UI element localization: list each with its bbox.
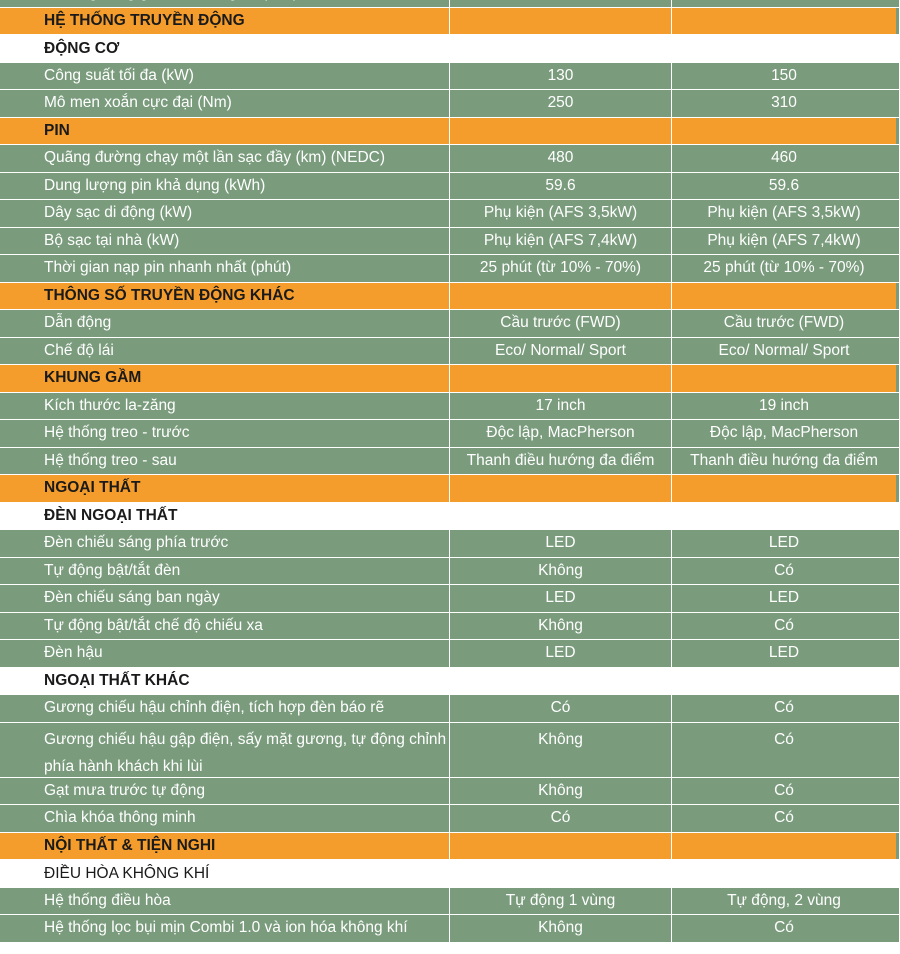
- spec-value-model-2: [672, 475, 896, 503]
- section-header-row: [0, 8, 900, 36]
- spec-value-model-1: 17 inch: [450, 393, 672, 421]
- subsection-header-row: [0, 503, 900, 531]
- spec-label: KHUNG GẦM: [0, 365, 450, 393]
- table-edge: [896, 365, 900, 393]
- spec-row: [0, 613, 900, 641]
- spec-value-model-1: Không: [450, 723, 672, 778]
- section-header-row: [0, 365, 900, 393]
- spec-label: Tự động bật/tắt chế độ chiếu xa: [0, 613, 450, 641]
- spec-row: [0, 448, 900, 476]
- spec-label: ĐÈN NGOẠI THẤT: [0, 503, 450, 531]
- spec-label: [0, 0, 450, 8]
- spec-value-model-1: 480: [450, 145, 672, 173]
- spec-value-model-1: Không: [450, 558, 672, 586]
- spec-label: Hệ thống treo - trước: [0, 420, 450, 448]
- spec-value-model-1: Không: [450, 613, 672, 641]
- spec-row: [0, 200, 900, 228]
- spec-value-model-1: Phụ kiện (AFS 7,4kW): [450, 228, 672, 256]
- spec-value-model-2: Có: [672, 805, 896, 833]
- spec-value-model-1: LED: [450, 530, 672, 558]
- spec-value-model-1: [450, 833, 672, 861]
- spec-row: [0, 63, 900, 91]
- spec-value-model-1: [450, 8, 672, 36]
- spec-row: [0, 145, 900, 173]
- table-edge: [896, 310, 900, 338]
- table-edge: [896, 640, 900, 668]
- spec-value-model-2: [672, 283, 896, 311]
- spec-value-model-2: Thanh điều hướng đa điểm: [672, 448, 896, 476]
- table-edge: [896, 118, 900, 146]
- spec-row: [0, 310, 900, 338]
- spec-row: [0, 393, 900, 421]
- spec-label: Mô men xoắn cực đại (Nm): [0, 90, 450, 118]
- spec-value-model-1: [450, 475, 672, 503]
- spec-label: ĐIỀU HÒA KHÔNG KHÍ: [0, 860, 450, 888]
- spec-value-model-2: 310: [672, 90, 896, 118]
- spec-label: Dây sạc di động (kW): [0, 200, 450, 228]
- table-edge: [896, 283, 900, 311]
- spec-value-model-2: 59.6: [672, 173, 896, 201]
- spec-value-model-1: 130: [450, 63, 672, 91]
- table-edge: [896, 915, 900, 943]
- subsection-header-row: [0, 668, 900, 696]
- spec-row: [0, 90, 900, 118]
- spec-label: Chế độ lái: [0, 338, 450, 366]
- spec-value-model-2: LED: [672, 640, 896, 668]
- spec-value-model-1: Eco/ Normal/ Sport: [450, 338, 672, 366]
- spec-row: [0, 888, 900, 916]
- table-edge: [896, 35, 900, 63]
- spec-row: [0, 0, 900, 8]
- table-edge: [896, 530, 900, 558]
- spec-value-model-2: Có: [672, 558, 896, 586]
- spec-value-model-2: LED: [672, 585, 896, 613]
- spec-label: Gương chiếu hậu chỉnh điện, tích hợp đèn báo rẽ: [0, 695, 450, 723]
- spec-value-model-2: [672, 118, 896, 146]
- spec-value-model-1: [450, 860, 672, 888]
- table-edge: [896, 723, 900, 778]
- spec-row: [0, 530, 900, 558]
- spec-row: [0, 338, 900, 366]
- spec-value-model-1: 59.6: [450, 173, 672, 201]
- spec-value-model-1: LED: [450, 640, 672, 668]
- spec-value-model-1: [450, 365, 672, 393]
- table-edge: [896, 0, 900, 8]
- spec-value-model-2: Cầu trước (FWD): [672, 310, 896, 338]
- table-edge: [896, 695, 900, 723]
- spec-label: Công suất tối đa (kW): [0, 63, 450, 91]
- spec-row: [0, 778, 900, 806]
- table-edge: [896, 585, 900, 613]
- spec-row: [0, 585, 900, 613]
- spec-label: Hệ thống điều hòa: [0, 888, 450, 916]
- spec-value-model-2: 150: [672, 63, 896, 91]
- table-edge: [896, 228, 900, 256]
- spec-label: HỆ THỐNG TRUYỀN ĐỘNG: [0, 8, 450, 36]
- spec-row: [0, 558, 900, 586]
- table-edge: [896, 503, 900, 531]
- spec-row: [0, 723, 900, 778]
- table-edge: [896, 63, 900, 91]
- table-edge: [896, 805, 900, 833]
- table-edge: [896, 173, 900, 201]
- spec-value-model-1: Độc lập, MacPherson: [450, 420, 672, 448]
- spec-label: Chìa khóa thông minh: [0, 805, 450, 833]
- section-header-row: [0, 833, 900, 861]
- table-edge: [896, 668, 900, 696]
- spec-label: Đèn chiếu sáng ban ngày: [0, 585, 450, 613]
- spec-label: Quãng đường chạy một lần sạc đầy (km) (NEDC): [0, 145, 450, 173]
- spec-label: NGOẠI THẤT KHÁC: [0, 668, 450, 696]
- spec-label: THÔNG SỐ TRUYỀN ĐỘNG KHÁC: [0, 283, 450, 311]
- spec-value-model-2: LED: [672, 530, 896, 558]
- spec-row: [0, 640, 900, 668]
- spec-value-model-1: [450, 0, 672, 8]
- spec-label: Đèn hậu: [0, 640, 450, 668]
- spec-row: [0, 805, 900, 833]
- spec-value-model-2: Phụ kiện (AFS 7,4kW): [672, 228, 896, 256]
- spec-value-model-2: [672, 365, 896, 393]
- spec-label: Thời gian nạp pin nhanh nhất (phút): [0, 255, 450, 283]
- table-edge: [896, 338, 900, 366]
- table-edge: [896, 255, 900, 283]
- spec-label: PIN: [0, 118, 450, 146]
- spec-value-model-2: Có: [672, 613, 896, 641]
- spec-value-model-2: [672, 668, 896, 696]
- spec-value-model-1: Thanh điều hướng đa điểm: [450, 448, 672, 476]
- spec-row: [0, 255, 900, 283]
- spec-value-model-2: Eco/ Normal/ Sport: [672, 338, 896, 366]
- table-edge: [896, 393, 900, 421]
- spec-label: Dẫn động: [0, 310, 450, 338]
- table-edge: [896, 8, 900, 36]
- spec-value-model-2: [672, 35, 896, 63]
- spec-label: NỘI THẤT & TIỆN NGHI: [0, 833, 450, 861]
- spec-value-model-1: LED: [450, 585, 672, 613]
- table-edge: [896, 200, 900, 228]
- spec-value-model-2: [672, 8, 896, 36]
- spec-value-model-2: [672, 503, 896, 531]
- spec-label: Hệ thống treo - sau: [0, 448, 450, 476]
- spec-value-model-2: Có: [672, 915, 896, 943]
- table-edge: [896, 888, 900, 916]
- spec-label: Đèn chiếu sáng phía trước: [0, 530, 450, 558]
- spec-value-model-2: [672, 0, 896, 8]
- table-edge: [896, 833, 900, 861]
- spec-label: Kích thước la-zăng: [0, 393, 450, 421]
- table-edge: [896, 420, 900, 448]
- spec-value-model-1: Phụ kiện (AFS 3,5kW): [450, 200, 672, 228]
- spec-label: Gạt mưa trước tự động: [0, 778, 450, 806]
- spec-value-model-2: [672, 833, 896, 861]
- spec-value-model-1: 250: [450, 90, 672, 118]
- spec-value-model-1: [450, 118, 672, 146]
- table-edge: [896, 778, 900, 806]
- spec-value-model-1: [450, 668, 672, 696]
- spec-row: [0, 173, 900, 201]
- spec-value-model-1: Không: [450, 915, 672, 943]
- spec-value-model-1: Không: [450, 778, 672, 806]
- spec-value-model-1: [450, 35, 672, 63]
- table-edge: [896, 558, 900, 586]
- spec-row: [0, 228, 900, 256]
- spec-value-model-2: Độc lập, MacPherson: [672, 420, 896, 448]
- subsection-header-row: [0, 860, 900, 888]
- subsection-header-row: [0, 35, 900, 63]
- spec-value-model-1: [450, 283, 672, 311]
- spec-value-model-2: 25 phút (từ 10% - 70%): [672, 255, 896, 283]
- table-edge: [896, 613, 900, 641]
- spec-value-model-1: [450, 503, 672, 531]
- spec-row: [0, 695, 900, 723]
- spec-value-model-2: Có: [672, 695, 896, 723]
- spec-label: NGOẠI THẤT: [0, 475, 450, 503]
- spec-value-model-1: Cầu trước (FWD): [450, 310, 672, 338]
- spec-label: Bộ sạc tại nhà (kW): [0, 228, 450, 256]
- table-edge: [896, 860, 900, 888]
- spec-value-model-2: [672, 860, 896, 888]
- spec-value-model-2: Phụ kiện (AFS 3,5kW): [672, 200, 896, 228]
- section-header-row: [0, 283, 900, 311]
- section-header-row: [0, 475, 900, 503]
- spec-label: Gương chiếu hậu gập điện, sấy mặt gương, tự động chỉnh phía hành khách khi lùi: [0, 723, 450, 778]
- spec-value-model-2: 19 inch: [672, 393, 896, 421]
- spec-label: Hệ thống lọc bụi mịn Combi 1.0 và ion hóa không khí: [0, 915, 450, 943]
- spec-value-model-2: Có: [672, 778, 896, 806]
- spec-value-model-1: Có: [450, 805, 672, 833]
- table-edge: [896, 448, 900, 476]
- spec-label: ĐỘNG CƠ: [0, 35, 450, 63]
- section-header-row: [0, 118, 900, 146]
- spec-row: [0, 420, 900, 448]
- spec-value-model-2: Có: [672, 723, 896, 778]
- spec-value-model-1: Tự động 1 vùng: [450, 888, 672, 916]
- spec-row: [0, 915, 900, 943]
- spec-value-model-1: Có: [450, 695, 672, 723]
- table-edge: [896, 145, 900, 173]
- spec-value-model-2: 460: [672, 145, 896, 173]
- spec-value-model-1: 25 phút (từ 10% - 70%): [450, 255, 672, 283]
- spec-label: Dung lượng pin khả dụng (kWh): [0, 173, 450, 201]
- table-edge: [896, 90, 900, 118]
- table-edge: [896, 475, 900, 503]
- spec-label: Tự động bật/tắt đèn: [0, 558, 450, 586]
- spec-value-model-2: Tự động, 2 vùng: [672, 888, 896, 916]
